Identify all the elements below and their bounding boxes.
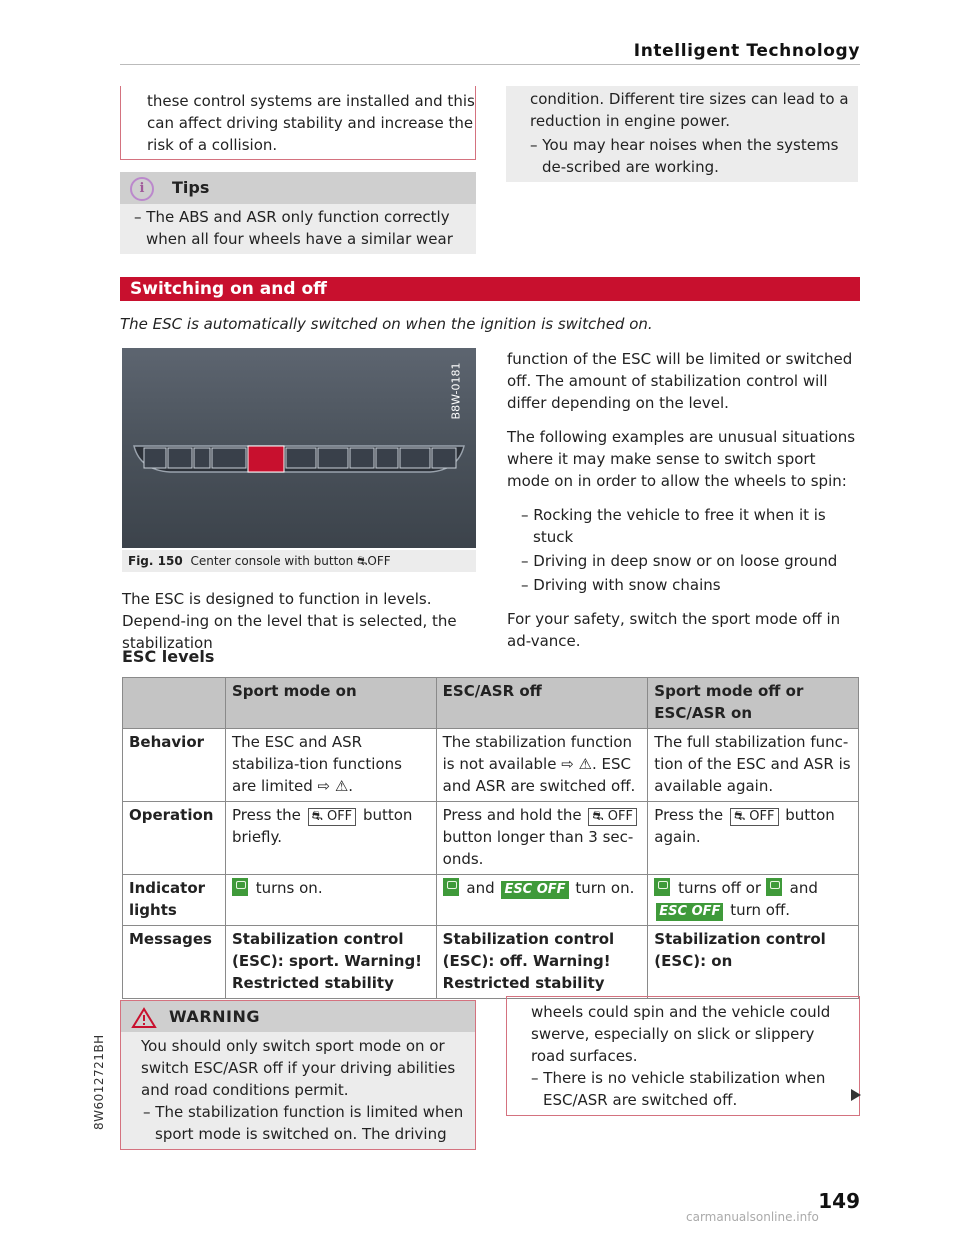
list-item: – Driving with snow chains xyxy=(521,576,721,594)
table-row xyxy=(123,729,859,802)
list-item: – The stabilization function is limited when sport mode is switched on. The driving xyxy=(143,1103,464,1143)
right-body-para-1: function of the ESC will be limited or switched off. The amount of stabilization control will differ depending on the level. xyxy=(507,350,853,412)
table-cell: The stabilization function is not available ⇨ ⚠. ESC and ASR are switched off. xyxy=(436,729,648,802)
tips-continuation-box xyxy=(506,86,858,182)
table-cell: turns on. xyxy=(225,875,436,926)
row-label-indicator: Indicator lights xyxy=(123,875,226,926)
esc-indicator-light-icon xyxy=(766,878,782,896)
row-label-messages: Messages xyxy=(123,926,226,999)
list-item: – There is no vehicle stabilization when ESC/ASR are switched off. xyxy=(531,1069,826,1109)
tips-header xyxy=(120,172,476,204)
row-label-operation: Operation xyxy=(123,802,226,875)
table-cell: Press and hold the ⛐ OFF button longer than 3 sec-onds. xyxy=(436,802,648,875)
tips-continuation-text: condition. Different tire sizes can lead to a reduction in engine power. xyxy=(530,90,849,130)
list-item: – Rocking the vehicle to free it when it is stuck xyxy=(521,506,826,546)
table-row xyxy=(123,875,859,926)
watermark: carmanualsonline.info xyxy=(686,1210,819,1224)
esc-off-button-icon: ⛐ OFF xyxy=(730,808,779,826)
right-body-para-2: The following examples are unusual situations where it may make sense to switch sport mode on in order to allow the wheels to spin: xyxy=(507,428,856,490)
right-body-para-3: For your safety, switch the sport mode off in ad-vance. xyxy=(507,610,841,650)
warning-triangle-icon xyxy=(131,1007,157,1029)
esc-off-button-icon: ⛐ OFF xyxy=(308,808,357,826)
figure-caption xyxy=(122,550,476,572)
document-id: 8W6012721BH xyxy=(92,1034,106,1130)
tips-label: Tips xyxy=(172,178,210,197)
list-item: – The ABS and ASR only function correctly when all four wheels have a similar wear xyxy=(134,208,453,248)
table-header-cell: Sport mode on xyxy=(225,678,436,729)
esc-off-indicator-icon: ESC OFF xyxy=(656,903,723,921)
tips-body xyxy=(120,204,476,254)
section-title: Switching on and off xyxy=(120,277,860,301)
figure-number: Fig. 150 xyxy=(128,554,183,568)
esc-indicator-light-icon xyxy=(232,878,248,896)
table-cell: Stabilization control (ESC): sport. Warning! Restricted stability xyxy=(225,926,436,999)
left-body-text: The ESC is designed to function in levels. Depend-ing on the level that is selected, the stabilization xyxy=(122,590,457,652)
warning-continuation-box xyxy=(120,86,476,160)
table-header-cell: ESC/ASR off xyxy=(436,678,648,729)
warning-continuation-text: these control systems are installed and this can affect driving stability and increase the risk of a collision. xyxy=(147,92,475,154)
table-cell: Stabilization control (ESC): off. Warning! Restricted stability xyxy=(436,926,648,999)
header-rule xyxy=(120,64,860,65)
row-label-behavior: Behavior xyxy=(123,729,226,802)
table-cell: Press the ⛐ OFF button briefly. xyxy=(225,802,436,875)
warning-body xyxy=(120,1032,476,1150)
warning-label: WARNING xyxy=(169,1007,260,1026)
right-body-column xyxy=(507,348,859,664)
table-cell: turns off or and ESC OFF turn off. xyxy=(648,875,859,926)
list-item: – You may hear noises when the systems de-scribed are working. xyxy=(530,136,839,176)
page-number: 149 xyxy=(818,1189,860,1213)
esc-off-indicator-icon: ESC OFF xyxy=(501,881,568,899)
warning-continuation-text: wheels could spin and the vehicle could swerve, especially on slick or slippery road surfaces. xyxy=(531,1003,831,1065)
table-row xyxy=(123,926,859,999)
esc-off-button-icon: ⛐ OFF xyxy=(588,808,637,826)
table-row xyxy=(123,802,859,875)
table-cell: The full stabilization func-tion of the ESC and ASR is available again. xyxy=(648,729,859,802)
info-icon: i xyxy=(130,177,154,201)
table-cell: Press the ⛐ OFF button again. xyxy=(648,802,859,875)
console-buttons-illustration xyxy=(130,440,468,476)
section-subtitle: The ESC is automatically switched on when the ignition is switched on. xyxy=(120,315,653,333)
warning-continuation-right xyxy=(506,996,860,1116)
table-header-cell xyxy=(123,678,226,729)
page-header-title: Intelligent Technology xyxy=(633,41,860,61)
figure-caption-text: Center console with button ⛐OFF xyxy=(190,554,391,568)
center-console-figure xyxy=(122,348,476,548)
warning-text: You should only switch sport mode on or switch ESC/ASR off if your driving abilities and road conditions permit. xyxy=(141,1037,456,1099)
continue-arrow-icon xyxy=(851,1089,861,1101)
table-header-row xyxy=(123,678,859,729)
table-cell: and ESC OFF turn on. xyxy=(436,875,648,926)
esc-levels-heading: ESC levels xyxy=(122,647,215,666)
table-cell: The ESC and ASR stabiliza-tion functions are limited ⇨ ⚠. xyxy=(225,729,436,802)
esc-indicator-light-icon xyxy=(443,878,459,896)
figure-id: B8W-0181 xyxy=(449,362,463,420)
list-item: – Driving in deep snow or on loose ground xyxy=(521,552,838,570)
esc-levels-table xyxy=(122,677,859,999)
warning-header xyxy=(120,1000,476,1032)
esc-indicator-light-icon xyxy=(654,878,670,896)
table-header-cell: Sport mode off or ESC/ASR on xyxy=(648,678,859,729)
table-cell: Stabilization control (ESC): on xyxy=(648,926,859,999)
